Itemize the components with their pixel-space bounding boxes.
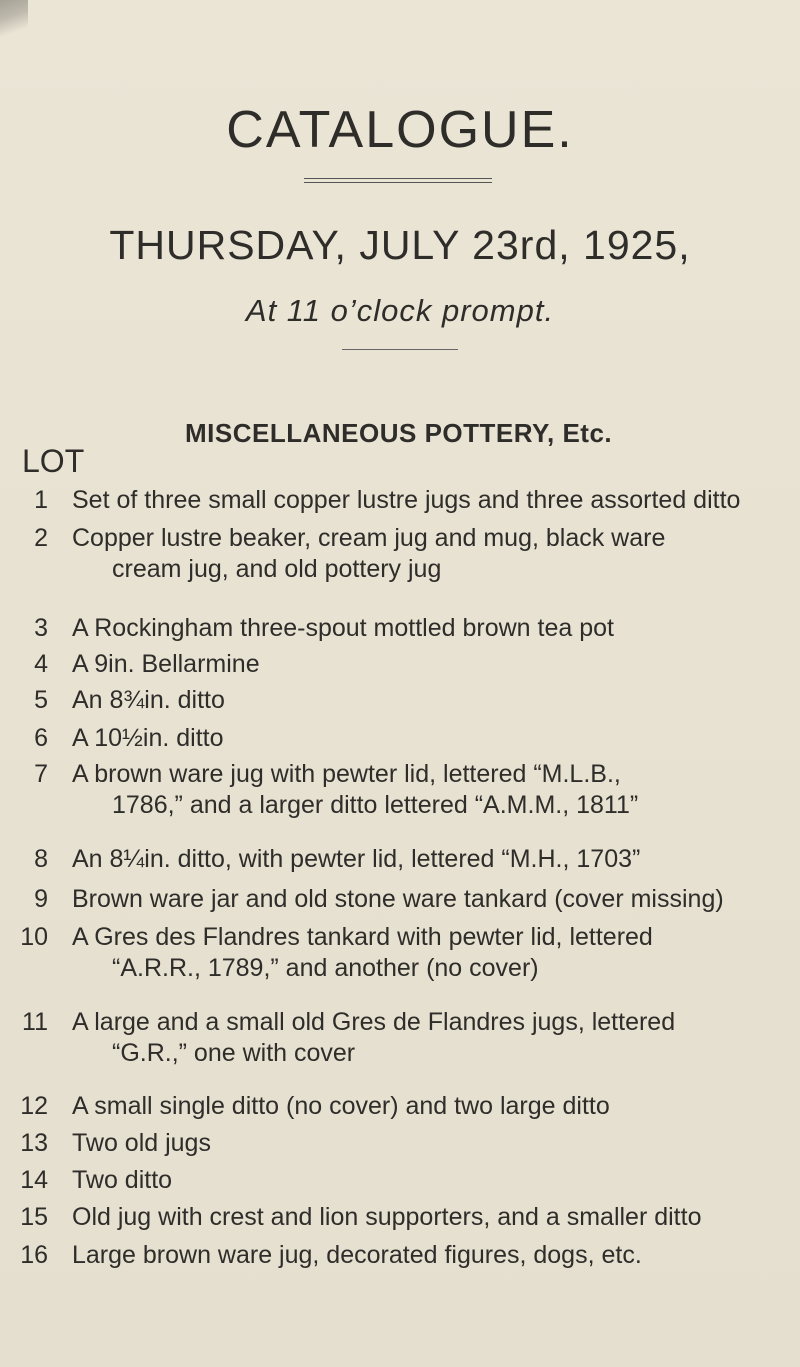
lot-description [72,1240,800,1271]
lot-description-line: Two ditto [72,1166,173,1194]
lot-number: 16 [20,1241,48,1269]
lot-number: 2 [34,524,48,552]
lot-item [0,649,800,680]
lot-description-line: Large brown ware jug, decorated figures, dogs, etc. [72,1241,642,1269]
lot-number: 10 [20,923,48,951]
lot-number: 3 [34,614,48,642]
lot-description [72,723,800,754]
lot-number: 4 [34,650,48,678]
lot-number: 11 [22,1008,48,1036]
lot-description [72,685,800,716]
lot-item [0,723,800,754]
lot-description-continuation: “G.R.,” one with cover [112,1039,356,1067]
lot-description-line: Two old jugs [72,1129,211,1157]
lot-description-line: A brown ware jug with pewter lid, lettered “M.L.B., [72,760,621,788]
lot-number: 7 [34,760,48,788]
lot-description-line: Old jug with crest and lion supporters, and a smaller ditto [72,1203,702,1231]
lot-number: 8 [34,845,48,873]
lot-description-line: Set of three small copper lustre jugs and three assorted ditto [72,486,741,514]
lot-item [0,1128,800,1159]
lot-item [0,523,800,585]
lot-description [72,1165,800,1196]
lot-item [0,759,800,821]
lot-number: 5 [34,686,48,714]
lot-description-line: Brown ware jar and old stone ware tankard (cover missing) [72,885,724,913]
lot-description [72,523,800,585]
sale-date: THURSDAY, JULY 23rd, 1925, [109,222,691,268]
lot-item [0,844,800,875]
lot-description-line: A small single ditto (no cover) and two large ditto [72,1092,610,1120]
lot-description [72,613,800,644]
lot-description-line: A Gres des Flandres tankard with pewter lid, lettered [72,923,653,951]
title-divider [304,178,492,183]
lot-description [72,649,800,680]
lot-item [0,485,800,516]
lot-description [72,1202,800,1233]
section-heading: MISCELLANEOUS POTTERY, Etc. [185,418,613,448]
lot-description-line: A Rockingham three-spout mottled brown tea pot [72,614,614,642]
lot-item [0,1240,800,1271]
lot-description-line: A large and a small old Gres de Flandres jugs, lettered [72,1008,676,1036]
lot-item [0,1007,800,1069]
page-corner-mark [0,0,28,40]
lot-item [0,1165,800,1196]
lot-description [72,1128,800,1159]
page-title: CATALOGUE. [226,101,574,159]
lot-item [0,685,800,716]
lot-description [72,1091,800,1122]
lot-description-line: A 9in. Bellarmine [72,650,260,678]
lot-description [72,844,800,875]
lot-description-line: An 8¼in. ditto, with pewter lid, lettered “M.H., 1703” [72,845,641,873]
date-divider [342,349,458,350]
lot-item [0,613,800,644]
lot-number: 14 [20,1166,48,1194]
lot-description-continuation: 1786,” and a larger ditto lettered “A.M.M., 1811” [112,791,639,819]
lot-description [72,884,800,915]
lot-description [72,759,800,821]
lot-number: 13 [20,1129,48,1157]
lot-description [72,485,800,516]
lot-description [72,1007,800,1069]
lot-description-line: An 8¾in. ditto [72,686,225,714]
lot-item [0,884,800,915]
lot-number: 15 [20,1203,48,1231]
lot-item [0,922,800,984]
lot-description-continuation: cream jug, and old pottery jug [112,555,442,583]
lot-number: 9 [34,885,48,913]
sale-time: At 11 o’clock prompt. [245,293,555,328]
lot-description-continuation: “A.R.R., 1789,” and another (no cover) [112,954,539,982]
lot-description [72,922,800,984]
lot-item [0,1091,800,1122]
lot-number: 6 [34,724,48,752]
lot-number: 12 [20,1092,48,1120]
lot-item [0,1202,800,1233]
lot-number: 1 [34,486,48,514]
lot-description-line: Copper lustre beaker, cream jug and mug, black ware [72,524,666,552]
lot-description-line: A 10½in. ditto [72,724,224,752]
lot-column-label: LOT [22,443,85,479]
